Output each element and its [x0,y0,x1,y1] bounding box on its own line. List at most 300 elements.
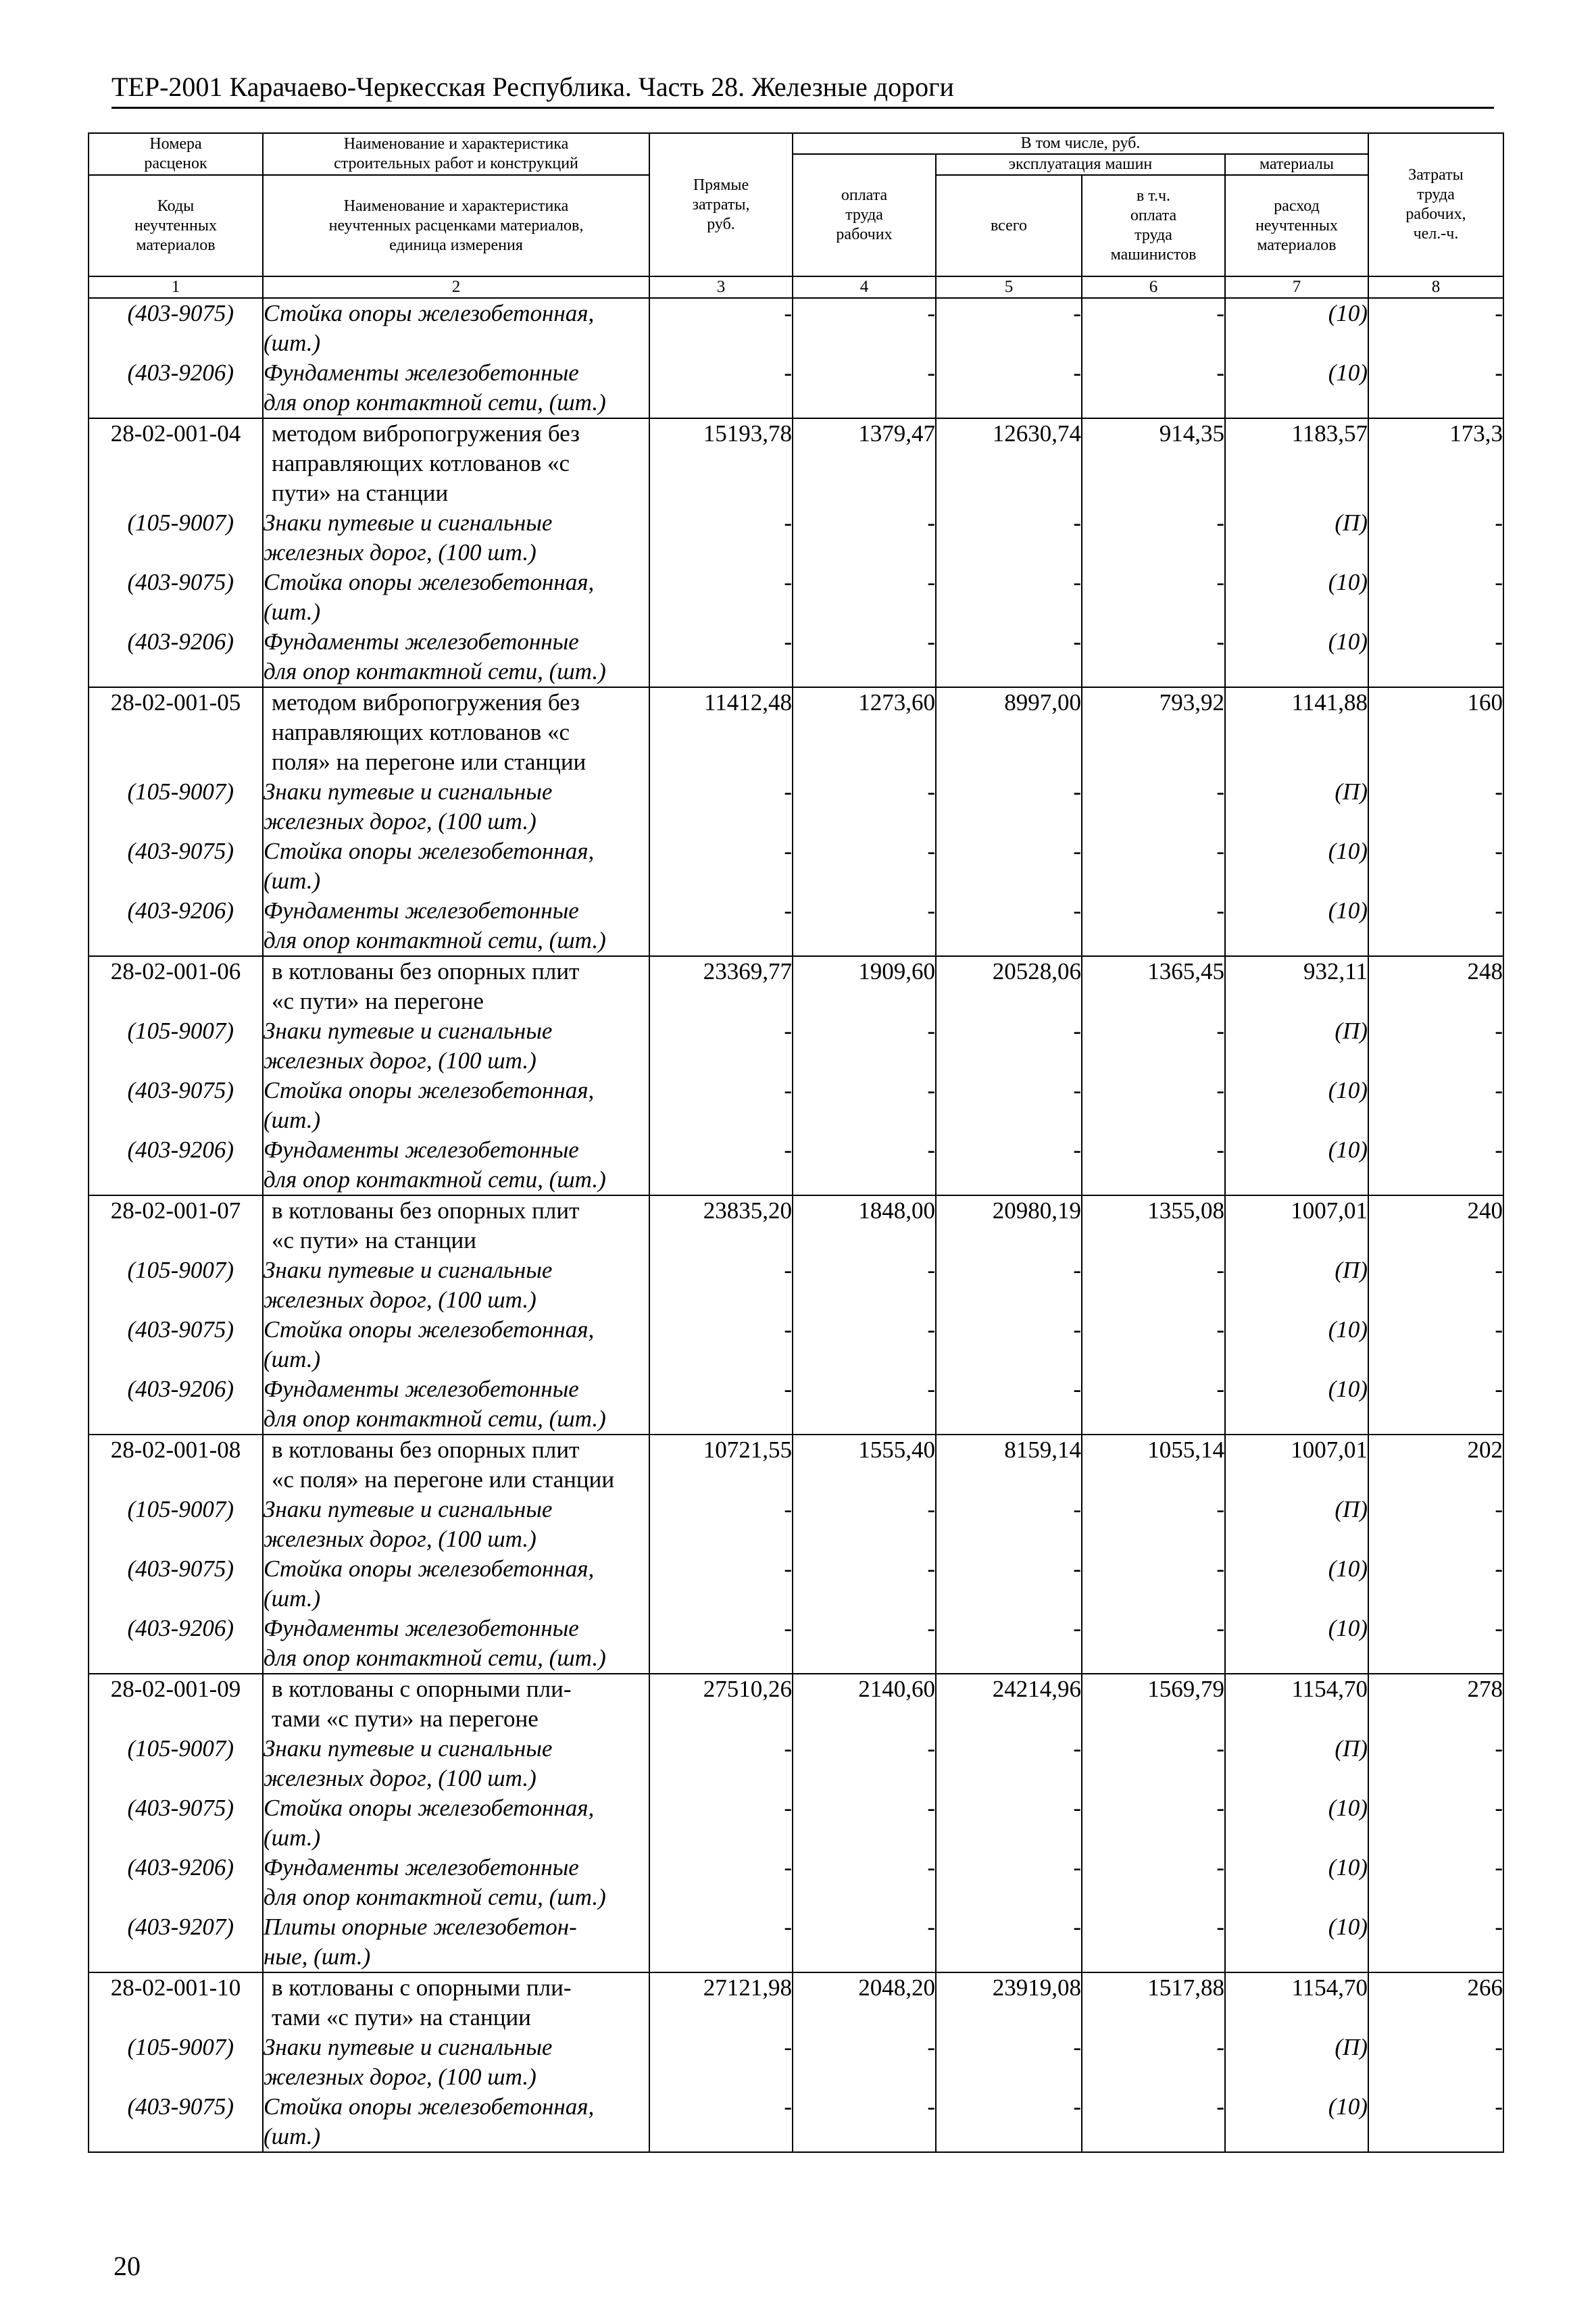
material-code: (105-9007) [89,1016,263,1076]
labor-cost-value: - [1368,1495,1503,1554]
material-code: (403-9075) [89,1076,263,1135]
labor-cost-value: - [1368,1853,1503,1912]
machinist-pay-value: - [1082,1912,1225,1972]
materials-value: 932,11 [1225,956,1368,1016]
machine-total-value: - [936,2092,1082,2152]
material-name [263,777,649,837]
labor-cost-value: - [1368,1315,1503,1374]
material-code: (105-9007) [89,1734,263,1793]
direct-costs-value: 27121,98 [649,1972,793,2033]
labor-cost-value: - [1368,298,1503,358]
name-line: в котлованы без опорных плит [272,1197,580,1224]
labor-pay-value: - [793,627,936,687]
machine-total-value: - [936,1495,1082,1554]
direct-costs-value: - [649,1853,793,1912]
work-name [263,956,649,1016]
name-line: железных дорог, (100 шт.) [264,808,537,835]
material-row [89,1554,1503,1614]
direct-costs-value: - [649,1374,793,1435]
material-code: (403-9075) [89,1315,263,1374]
machine-total-value: - [936,1255,1082,1315]
machine-total-value: - [936,1135,1082,1195]
materials-value: 1007,01 [1225,1195,1368,1255]
labor-cost-value: - [1368,1734,1503,1793]
labor-pay-value: - [793,1315,936,1374]
rate-row [89,687,1503,777]
name-line: тами «с пути» на станции [272,2004,531,2031]
rate-code: 28-02-001-07 [89,1195,263,1255]
material-name [263,1315,649,1374]
name-line: Знаки путевые и сигнальные [264,1735,553,1762]
rate-code: 28-02-001-04 [89,418,263,508]
labor-pay-value: 1848,00 [793,1195,936,1255]
name-line: для опор контактной сети, (шт.) [264,927,606,953]
name-line: (шт.) [264,599,321,625]
material-code: (403-9075) [89,2092,263,2152]
material-name [263,2092,649,2152]
labor-cost-value: - [1368,777,1503,837]
name-line: Стойка опоры железобетонная, [264,1316,595,1343]
labor-cost-value: - [1368,1255,1503,1315]
material-name [263,2033,649,2092]
labor-cost-value: - [1368,1554,1503,1614]
machinist-pay-value: - [1082,896,1225,956]
labor-cost-value: - [1368,1076,1503,1135]
page-title: ТЕР-2001 Карачаево-Черкесская Республика. Часть 28. Железные дороги [111,72,954,102]
name-line: направляющих котлованов «с [272,450,570,476]
direct-costs-value: - [649,1734,793,1793]
direct-costs-value: - [649,1912,793,1972]
machinist-pay-value: - [1082,1374,1225,1435]
material-code: (403-9075) [89,1554,263,1614]
name-line: Фундаменты железобетонные [264,897,579,924]
name-line: для опор контактной сети, (шт.) [264,658,606,684]
name-line: Знаки путевые и сигнальные [264,1257,553,1283]
name-line: «с пути» на станции [272,1227,477,1253]
machinist-pay-value: 1517,88 [1082,1972,1225,2033]
direct-costs-value: 15193,78 [649,418,793,508]
material-row [89,837,1503,896]
direct-costs-value: - [649,2033,793,2092]
name-line: Фундаменты железобетонные [264,1137,579,1163]
material-code: (403-9206) [89,896,263,956]
name-line: Фундаменты железобетонные [264,628,579,655]
labor-cost-value: - [1368,1016,1503,1076]
labor-pay-value: - [793,358,936,418]
labor-cost-value: - [1368,1793,1503,1853]
machine-total-value: - [936,777,1082,837]
material-row [89,1912,1503,1972]
rate-code: 28-02-001-06 [89,956,263,1016]
labor-cost-value: - [1368,1912,1503,1972]
machinist-pay-value: - [1082,2092,1225,2152]
name-line: Знаки путевые и сигнальные [264,2034,553,2060]
material-code: (105-9007) [89,508,263,568]
materials-value: 1007,01 [1225,1435,1368,1495]
material-name [263,508,649,568]
material-row [89,2092,1503,2152]
material-code: (105-9007) [89,1255,263,1315]
machine-total-value: - [936,1614,1082,1674]
name-line: Стойка опоры железобетонная, [264,838,595,864]
work-name [263,1195,649,1255]
labor-cost-value: - [1368,2033,1503,2092]
column-number: 2 [263,276,649,298]
machinist-pay-value: - [1082,1315,1225,1374]
machinist-pay-value: 793,92 [1082,687,1225,777]
labor-pay-value: - [793,1912,936,1972]
name-line: для опор контактной сети, (шт.) [264,1645,606,1671]
materials-value: (10) [1225,358,1368,418]
machine-total-value: 20528,06 [936,956,1082,1016]
materials-value: (10) [1225,1374,1368,1435]
materials-value: (П) [1225,508,1368,568]
labor-pay-value: 2048,20 [793,1972,936,2033]
labor-pay-value: - [793,896,936,956]
rate-code: 28-02-001-10 [89,1972,263,2033]
materials-value: 1183,57 [1225,418,1368,508]
material-name [263,1793,649,1853]
machinist-pay-value: - [1082,1495,1225,1554]
material-name [263,837,649,896]
machinist-pay-value: - [1082,837,1225,896]
name-line: в котлованы без опорных плит [272,1437,580,1463]
name-line: (шт.) [264,1346,321,1372]
material-row [89,358,1503,418]
machinist-pay-value: - [1082,1734,1225,1793]
name-line: в котлованы с опорными пли- [272,1676,572,1702]
labor-pay-value: - [793,1554,936,1614]
name-line: Знаки путевые и сигнальные [264,1496,553,1522]
name-line: Плиты опорные железобетон- [264,1914,577,1940]
machine-total-value: - [936,837,1082,896]
labor-pay-value: 1909,60 [793,956,936,1016]
material-name [263,1554,649,1614]
rate-group [89,1435,1503,1674]
labor-pay-value: - [793,1734,936,1793]
material-row [89,627,1503,687]
labor-cost-value: - [1368,837,1503,896]
header-materials: материалы [1225,154,1368,175]
name-line: Стойка опоры железобетонная, [264,1077,595,1103]
header-machine-total: всего [936,175,1082,276]
labor-pay-value: - [793,1853,936,1912]
machinist-pay-value: - [1082,1614,1225,1674]
labor-pay-value: - [793,508,936,568]
name-line: (шт.) [264,1824,321,1851]
machine-total-value: - [936,896,1082,956]
materials-value: (10) [1225,298,1368,358]
material-code: (403-9207) [89,1912,263,1972]
materials-value: 1154,70 [1225,1972,1368,2033]
materials-value: (П) [1225,1016,1368,1076]
material-code: (105-9007) [89,1495,263,1554]
materials-value: (П) [1225,2033,1368,2092]
name-line: (шт.) [264,1585,321,1612]
labor-pay-value: - [793,1255,936,1315]
machinist-pay-value: - [1082,1255,1225,1315]
labor-pay-value: - [793,2033,936,2092]
direct-costs-value: 10721,55 [649,1435,793,1495]
labor-cost-value: 278 [1368,1674,1503,1734]
material-row [89,1135,1503,1195]
material-row [89,777,1503,837]
machine-total-value: - [936,1554,1082,1614]
machine-total-value: - [936,298,1082,358]
labor-cost-value: - [1368,1614,1503,1674]
header-material-names: Наименование и характеристика неучтенных расценками материалов, единица измерения [263,175,649,276]
material-row [89,1614,1503,1674]
material-row [89,1016,1503,1076]
direct-costs-value: 23369,77 [649,956,793,1016]
labor-pay-value: 2140,60 [793,1674,936,1734]
direct-costs-value: - [649,896,793,956]
labor-pay-value: - [793,1016,936,1076]
labor-pay-value: - [793,1495,936,1554]
machine-total-value: - [936,568,1082,627]
name-line: для опор контактной сети, (шт.) [264,1884,606,1910]
name-line: железных дорог, (100 шт.) [264,539,537,566]
name-line: Знаки путевые и сигнальные [264,778,553,805]
machine-total-value: - [936,1016,1082,1076]
machinist-pay-value: - [1082,1853,1225,1912]
machine-total-value: - [936,508,1082,568]
materials-value: 1141,88 [1225,687,1368,777]
rate-group [89,1195,1503,1435]
direct-costs-value: - [649,1614,793,1674]
labor-pay-value: - [793,1374,936,1435]
labor-cost-value: - [1368,1374,1503,1435]
materials-value: 1154,70 [1225,1674,1368,1734]
title-divider [111,107,1494,109]
machinist-pay-value: - [1082,627,1225,687]
labor-cost-value: - [1368,568,1503,627]
name-line: для опор контактной сети, (шт.) [264,1405,606,1432]
header-including: В том числе, руб. [793,133,1368,154]
name-line: железных дорог, (100 шт.) [264,2064,537,2090]
material-row [89,298,1503,358]
labor-cost-value: 160 [1368,687,1503,777]
direct-costs-value: - [649,1135,793,1195]
name-line: (шт.) [264,1107,321,1133]
labor-pay-value: - [793,777,936,837]
material-row [89,2033,1503,2092]
labor-pay-value: - [793,1135,936,1195]
material-name [263,1255,649,1315]
material-code: (403-9075) [89,837,263,896]
material-name [263,358,649,418]
materials-value: (10) [1225,627,1368,687]
name-line: направляющих котлованов «с [272,719,570,745]
name-line: в котлованы без опорных плит [272,958,580,985]
direct-costs-value: - [649,1255,793,1315]
name-line: (шт.) [264,330,321,356]
direct-costs-value: - [649,1495,793,1554]
header-work-name: Наименование и характеристика строительных работ и конструкций [263,133,649,175]
name-line: Фундаменты железобетонные [264,1615,579,1641]
material-code: (403-9206) [89,1135,263,1195]
direct-costs-value: 23835,20 [649,1195,793,1255]
labor-pay-value: 1273,60 [793,687,936,777]
material-name [263,298,649,358]
labor-cost-value: 173,3 [1368,418,1503,508]
page-number: 20 [114,2251,141,2281]
material-name [263,627,649,687]
labor-pay-value: 1379,47 [793,418,936,508]
direct-costs-value: - [649,508,793,568]
labor-cost-value: - [1368,896,1503,956]
labor-pay-value: - [793,837,936,896]
machinist-pay-value: 1055,14 [1082,1435,1225,1495]
machine-total-value: - [936,358,1082,418]
direct-costs-value: - [649,1315,793,1374]
column-number: 4 [793,276,936,298]
name-line: методом вибропогружения без [272,420,580,447]
machine-total-value: - [936,2033,1082,2092]
machinist-pay-value: - [1082,1076,1225,1135]
direct-costs-value: - [649,777,793,837]
materials-value: (П) [1225,777,1368,837]
column-number: 1 [89,276,263,298]
name-line: методом вибропогружения без [272,689,580,716]
material-row [89,1495,1503,1554]
direct-costs-value: - [649,1554,793,1614]
name-line: тами «с пути» на перегоне [272,1706,539,1732]
machinist-pay-value: - [1082,1016,1225,1076]
machinist-pay-value: - [1082,1554,1225,1614]
rate-row [89,1195,1503,1255]
rate-code: 28-02-001-05 [89,687,263,777]
labor-pay-value: - [793,568,936,627]
name-line: Знаки путевые и сигнальные [264,509,553,536]
machine-total-value: - [936,1315,1082,1374]
name-line: Стойка опоры железобетонная, [264,1555,595,1582]
labor-cost-value: - [1368,508,1503,568]
material-name [263,1374,649,1435]
machinist-pay-value: 1569,79 [1082,1674,1225,1734]
labor-cost-value: - [1368,2092,1503,2152]
name-line: железных дорог, (100 шт.) [264,1765,537,1791]
direct-costs-value: - [649,568,793,627]
direct-costs-value: 27510,26 [649,1674,793,1734]
direct-costs-value: - [649,2092,793,2152]
rate-group [89,1674,1503,1972]
name-line: Фундаменты железобетонные [264,359,579,386]
work-name [263,418,649,508]
material-name [263,1853,649,1912]
name-line: железных дорог, (100 шт.) [264,1526,537,1552]
direct-costs-value: - [649,837,793,896]
material-row [89,1255,1503,1315]
work-name [263,1435,649,1495]
machine-total-value: 8159,14 [936,1435,1082,1495]
name-line: Фундаменты железобетонные [264,1376,579,1402]
materials-value: (П) [1225,1255,1368,1315]
price-table [88,132,1504,2153]
machinist-pay-value: 1355,08 [1082,1195,1225,1255]
material-row [89,1076,1503,1135]
machinist-pay-value: - [1082,568,1225,627]
material-name [263,1135,649,1195]
rate-group [89,1972,1503,2152]
materials-value: (10) [1225,1315,1368,1374]
materials-value: (10) [1225,1912,1368,1972]
machine-total-value: - [936,1793,1082,1853]
machinist-pay-value: 914,35 [1082,418,1225,508]
header-direct-costs: Прямые затраты, руб. [649,133,793,276]
material-row [89,896,1503,956]
materials-value: (10) [1225,1614,1368,1674]
material-name [263,896,649,956]
material-code: (403-9206) [89,1614,263,1674]
material-name [263,1734,649,1793]
labor-pay-value: - [793,1076,936,1135]
name-line: Стойка опоры железобетонная, [264,569,595,595]
labor-cost-value: 266 [1368,1972,1503,2033]
rate-code: 28-02-001-08 [89,1435,263,1495]
name-line: железных дорог, (100 шт.) [264,1287,537,1313]
header-labor-pay: оплата труда рабочих [793,154,936,276]
rate-group [89,418,1503,687]
name-line: поля» на перегоне или станции [272,749,587,775]
materials-value: (10) [1225,896,1368,956]
direct-costs-value: - [649,298,793,358]
materials-value: (10) [1225,1853,1368,1912]
machinist-pay-value: - [1082,777,1225,837]
material-row [89,1853,1503,1912]
machinist-pay-value: - [1082,508,1225,568]
header-materials-consumption: расход неучтенных материалов [1225,175,1368,276]
material-row [89,1315,1503,1374]
machine-total-value: 8997,00 [936,687,1082,777]
machine-total-value: - [936,1076,1082,1135]
rate-group [89,687,1503,956]
machinist-pay-value: - [1082,1135,1225,1195]
header-machine-operation: эксплуатация машин [936,154,1225,175]
rate-row [89,418,1503,508]
material-row [89,1374,1503,1435]
labor-pay-value: - [793,1614,936,1674]
material-row [89,1793,1503,1853]
direct-costs-value: - [649,1793,793,1853]
machine-total-value: 20980,19 [936,1195,1082,1255]
rate-row [89,1435,1503,1495]
material-code: (403-9206) [89,1853,263,1912]
direct-costs-value: - [649,1076,793,1135]
name-line: Знаки путевые и сигнальные [264,1018,553,1044]
machine-total-value: - [936,1734,1082,1793]
labor-cost-value: 202 [1368,1435,1503,1495]
material-code: (105-9007) [89,2033,263,2092]
name-line: пути» на станции [272,480,449,506]
column-number: 6 [1082,276,1225,298]
labor-cost-value: 240 [1368,1195,1503,1255]
material-row [89,508,1503,568]
machinist-pay-value: - [1082,1793,1225,1853]
header-rate-number: Номера расценок [89,133,263,175]
direct-costs-value: 11412,48 [649,687,793,777]
material-name [263,1912,649,1972]
machine-total-value: - [936,1912,1082,1972]
labor-pay-value: 1555,40 [793,1435,936,1495]
name-line: (шт.) [264,2123,321,2149]
name-line: ные, (шт.) [264,1943,371,1970]
material-row [89,1734,1503,1793]
name-line: для опор контактной сети, (шт.) [264,1166,606,1193]
machine-total-value: 24214,96 [936,1674,1082,1734]
labor-cost-value: - [1368,358,1503,418]
material-code: (403-9206) [89,358,263,418]
